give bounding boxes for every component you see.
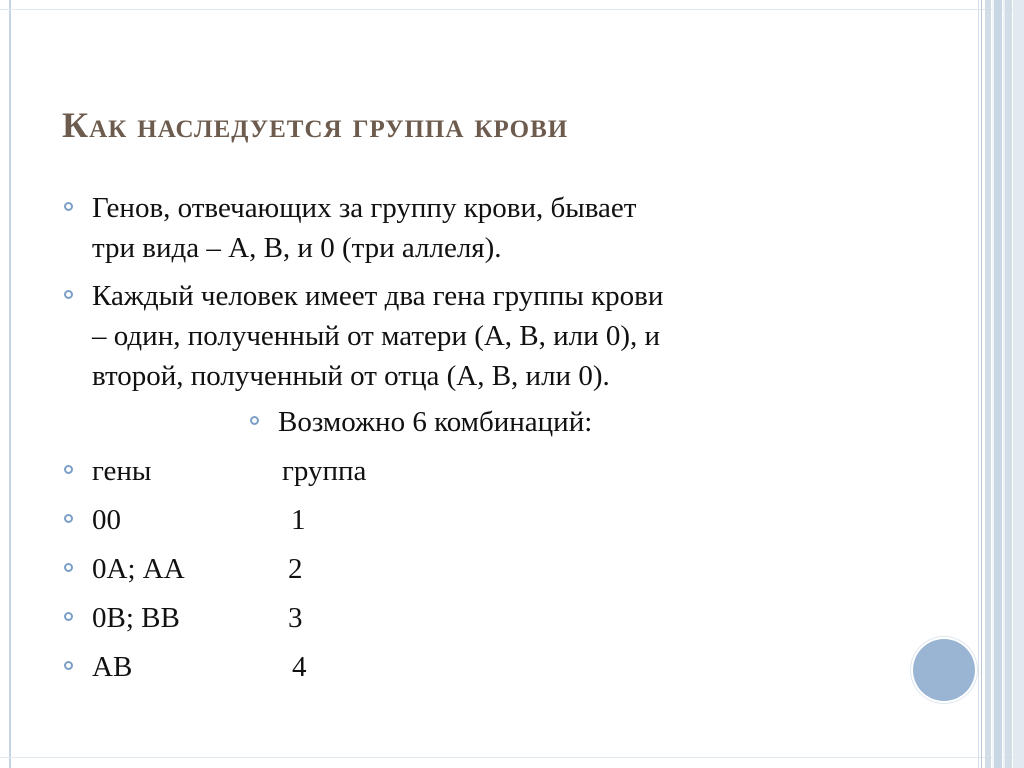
paragraph-line: – один, полученный от матери (А, В, или 0), и — [92, 320, 661, 352]
right-decor-stripe — [985, 0, 991, 768]
group-cell: 3 — [288, 602, 303, 634]
group-header: группа — [282, 455, 367, 487]
table-header-row — [64, 451, 924, 491]
sub-bullet-text: Возможно 6 комбинаций: — [278, 406, 593, 438]
genes-cell: 00 — [92, 504, 121, 536]
bullet-paragraph — [64, 188, 924, 268]
table-row — [64, 549, 924, 589]
frame-bottom-line — [0, 757, 1024, 758]
bullet-icon — [250, 416, 259, 425]
genes-cell: 0В; ВВ — [92, 602, 180, 634]
right-decor-stripe — [1005, 0, 1012, 768]
bullet-icon — [64, 290, 73, 299]
bullet-icon — [64, 612, 73, 621]
paragraph-line: Каждый человек имеет два гена группы крови — [92, 280, 664, 312]
bullet-icon — [64, 514, 73, 523]
right-decor-stripe — [981, 0, 982, 768]
table-row — [64, 598, 924, 638]
paragraph-line: Генов, отвечающих за группу крови, бывает — [92, 192, 637, 224]
right-decor-stripe — [978, 0, 979, 768]
sub-bullet — [64, 402, 924, 442]
group-cell: 1 — [291, 504, 306, 536]
group-cell: 2 — [288, 553, 303, 585]
bullet-icon — [64, 661, 73, 670]
bullet-icon — [64, 563, 73, 572]
paragraph-line: второй, полученный от отца (А, В, или 0). — [92, 360, 610, 392]
frame-top-line — [0, 9, 1024, 10]
right-decor-stripe — [1013, 0, 1024, 768]
bullet-icon — [64, 202, 73, 211]
group-cell: 4 — [292, 651, 307, 683]
right-decor-stripe — [994, 0, 1002, 768]
genes-cell: 0А; АА — [92, 553, 185, 585]
bullet-icon — [64, 465, 73, 474]
genes-header: гены — [92, 455, 152, 487]
frame-left-line — [9, 0, 11, 768]
paragraph-line: три вида – А, В, и 0 (три аллеля). — [92, 232, 502, 264]
genes-cell: АВ — [92, 651, 133, 683]
slide-body — [64, 188, 924, 687]
table-row — [64, 647, 924, 687]
bullet-paragraph — [64, 276, 924, 396]
table-row — [64, 500, 924, 540]
slide-title: Как наследуется группа крови — [62, 105, 569, 145]
